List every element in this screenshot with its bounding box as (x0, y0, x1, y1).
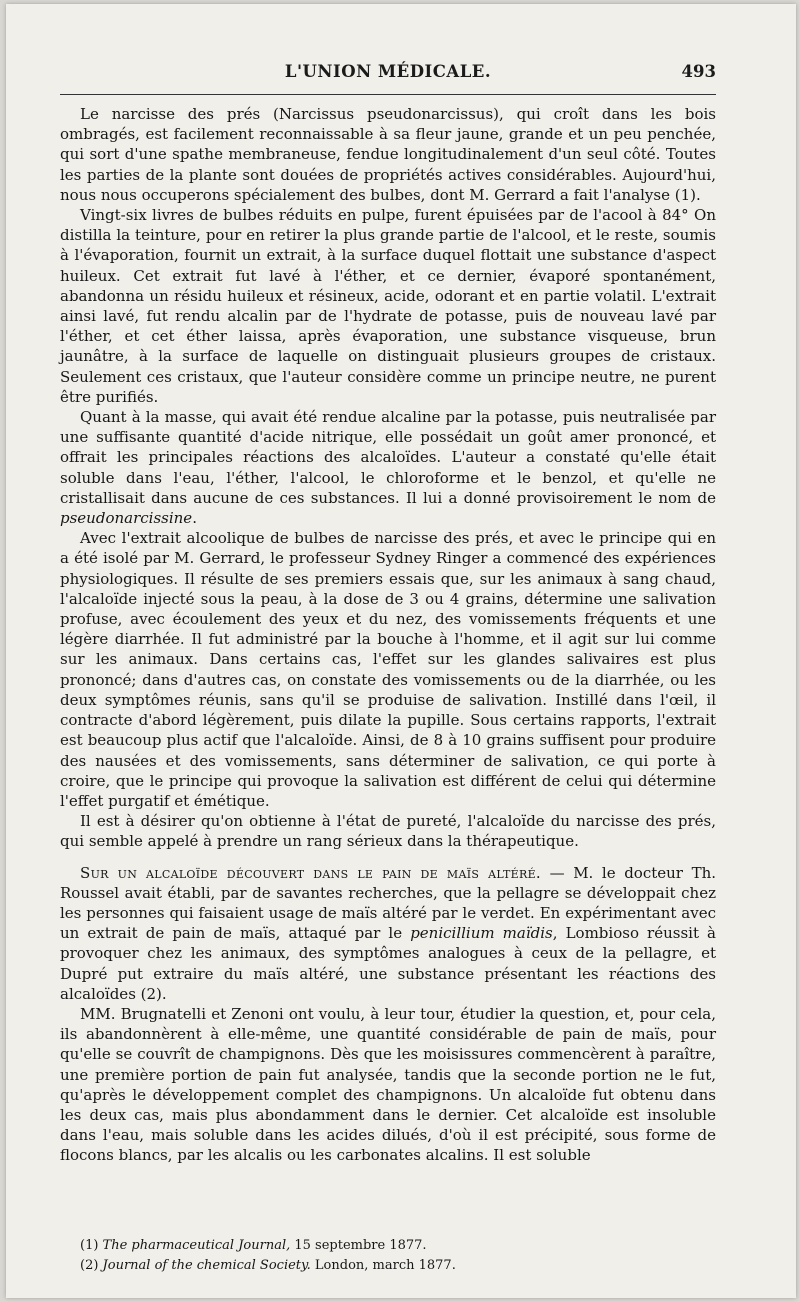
paragraph (60, 1004, 716, 1166)
footnotes (60, 1236, 716, 1276)
text-run: Quant à la masse, qui avait été rendue alcaline par la potasse, puis neutralisée par une suffisante quantité d'acide nitrique, elle possédait un goût amer prononcé, et offrait les principales réactions des alcaloïdes. L'auteur a constaté qu'elle était soluble dans l'eau, l'éther, l'alcool, le chloroforme et le benzol, et qu'elle ne cristallisait dans aucune de ces substances. Il lui a donné provisoirement le nom de (60, 408, 716, 507)
page-number: 493 (681, 62, 716, 81)
footnote (60, 1256, 716, 1276)
text-run: Vingt-six livres de bulbes réduits en pulpe, furent épuisées par de l'acool à 84° On distilla la teinture, pour en retirer la plus grande partie de l'alcool, et le reste, soumis à l'évaporation, fournit un extrait, à la surface duquel flottait une substance d'aspect huileux. Cet extrait fut lavé à l'éther, et ce dernier, évaporé spontanément, abandonna un résidu huileux et résineux, acide, odorant et en partie volatil. L'extrait ainsi lavé, fut rendu alcalin par de l'hydrate de potasse, puis de nouveau lavé par l'éther, et cet éther laissa, après évaporation, une substance visqueuse, brun jaunâtre, à la surface de laquelle on distinguait plusieurs groupes de cristaux. Seulement ces cristaux, que l'auteur considère comme un principe neutre, ne purent être purifiés. (60, 206, 716, 406)
journal-title: L'UNION MÉDICALE. (284, 62, 492, 81)
section-heading: Sur un alcaloïde découvert dans le pain de maïs altéré. (80, 863, 541, 882)
text-run: Il est à désirer qu'on obtienne à l'état de pureté, l'alcaloïde du narcisse des prés, qui semble appelé à prendre un rang sérieux dans la thérapeutique. (60, 812, 716, 851)
text-run: Avec l'extrait alcoolique de bulbes de narcisse des prés, et avec le principe qui en a été isolé par M. Gerrard, le professeur Sydney Ringer a commencé des expériences physiologiques. Il résulte de ses premiers essais que, sur les animaux à sang chaud, l'alcaloïde injecté sous la peau, à la dose de 3 ou 4 grains, détermine une salivation profuse, avec écoulement des yeux et du nez, des vomissements fréquents et une légère diarrhée. Il fut administré par la bouche à l'homme, et il agit sur lui comme sur les animaux. Dans certains cas, l'effet sur les glandes salivaires est plus prononcé; dans d'autres cas, on constate des vomissements ou de la diarrhée, ou les deux symptômes réunis, sans qu'il se produise de salivation. Instillé dans l'œil, il contracte d'abord légèrement, puis dilate la pupille. Sous certains rapports, l'extrait est beaucoup plus actif que l'alcaloïde. Ainsi, de 8 à 10 grains suffisent pour produire des nausées et des vomissements, sans déterminer de salivation, ce qui porte à croire, que le principe qui provoque la salivation est différent de celui qui détermine l'effet purgatif et émétique. (60, 529, 716, 810)
text-run: MM. Brugnatelli et Zenoni ont voulu, à leur tour, étudier la question, et, pour cela, ils abandonnèrent à elle-même, une quantité considérable de pain de maïs, pour qu'elle se couvrît de champignons. Dès que les moisissures commencèrent à paraître, une première portion de pain fut analysée, tandis que la seconde portion ne le fut, qu'après le développement complet des champignons. Un alcaloïde fut obtenu dans les deux cas, mais plus abondamment dans le dernier. Cet alcaloïde est insoluble dans l'eau, mais soluble dans les acides dilués, d'où il est précipité, sous forme de flocons blancs, par les alcalis ou les carbonates alcalins. Il est soluble (60, 1004, 716, 1165)
text-run: London, march 1877. (310, 1258, 456, 1273)
header-rule (60, 94, 716, 95)
footnote (60, 1236, 716, 1256)
paragraph (60, 407, 716, 528)
scanned-page (6, 4, 796, 1298)
paragraph (60, 863, 716, 1004)
text-run: , Lombioso réussit à provoquer chez les animaux, des symptômes analogues à ceux de la pellagre, et Dupré put extraire du maïs altéré, une substance présentant les réactions des alcaloïdes (2). (60, 924, 716, 1003)
paragraph (60, 811, 716, 851)
italic-text: Journal of the chemical Society. (102, 1258, 311, 1273)
article-body (60, 104, 716, 1166)
paragraph (60, 528, 716, 811)
text-run: (1) (80, 1238, 103, 1253)
text-run: . (192, 509, 197, 528)
paragraph (60, 205, 716, 407)
text-run: (2) (80, 1258, 103, 1273)
text-run: — M. le docteur Th. Roussel avait établi, par de savantes recherches, que la pellagre se développait chez les personnes qui faisaient usage de maïs altéré par le verdet. En expérimentant avec un extrait de pain de maïs, attaqué par le (60, 863, 716, 943)
paragraph (60, 104, 716, 205)
text-run: 15 septembre 1877. (290, 1238, 427, 1253)
italic-text: The pharmaceutical Journal, (102, 1238, 291, 1253)
running-header (60, 62, 716, 88)
italic-text: pseudonarcissine (60, 509, 193, 528)
italic-text: penicillium maïdis (410, 924, 553, 943)
text-run: Le narcisse des prés (Narcissus pseudonarcissus), qui croît dans les bois ombragés, est facilement reconnaissable à sa fleur jaune, grande et un peu penchée, qui sort d'une spathe membraneuse, fendue longitudinalement d'un seul côté. Toutes les parties de la plante sont douées de propriétés actives considérables. Aujourd'hui, nous nous occuperons spécialement des bulbes, dont M. Gerrard a fait l'analyse (1). (60, 105, 716, 204)
